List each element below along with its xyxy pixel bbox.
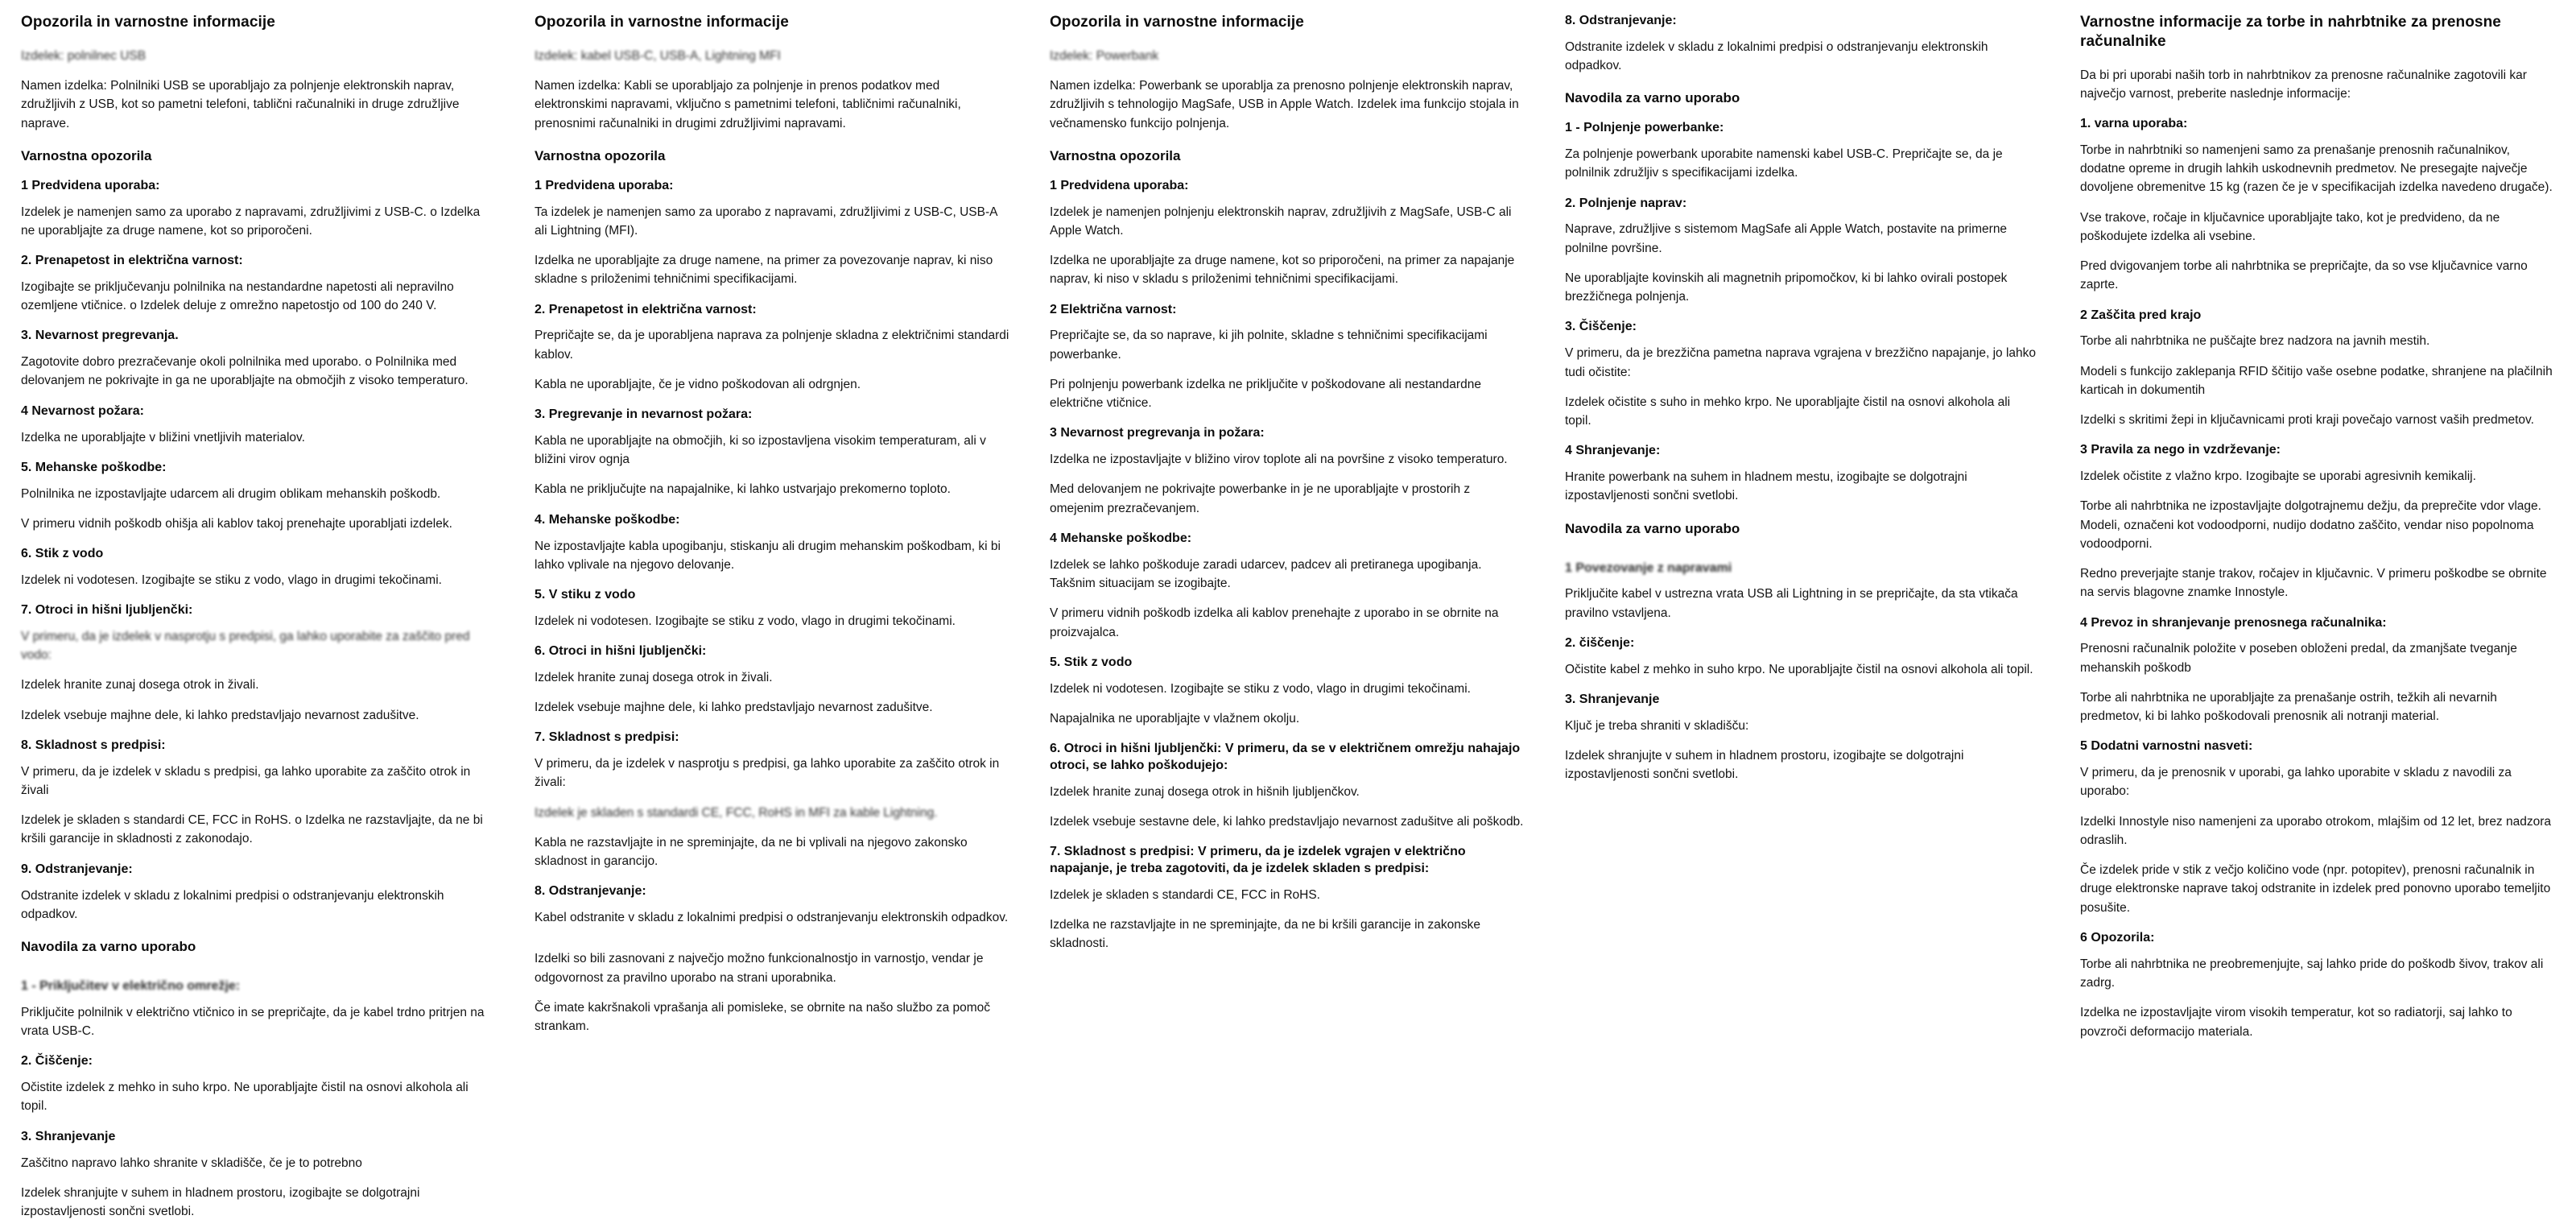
warning-text: Torbe ali nahrbtnika ne uporabljajte za prenašanje ostrih, težkih ali nevarnih predmetov, ki bi lahko poškodovali prenosnik ali notranji material. xyxy=(2080,690,2497,724)
warning-text: Izdelek vsebuje majhne dele, ki lahko predstavljajo nevarnost zadušitve. xyxy=(21,708,419,722)
warning-title: 5. Stik z vodo xyxy=(1050,655,1133,669)
warning-text: Torbe ali nahrbtnika ne izpostavljajte dolgotrajnemu dežju, da preprečite vdor vlage. Modeli, označeni kot vodoodporni, nudijo dodatno zaščito, vendar niso popolnoma vodoodporni. xyxy=(2080,499,2541,551)
usage-title: 1 - Polnjenje powerbanke: xyxy=(1565,121,1724,135)
warning-text: Polnilnika ne izpostavljajte udarcem ali drugim oblikam mehanskih poškodb. xyxy=(21,486,441,501)
warning-text: Izdelek vsebuje sestavne dele, ki lahko predstavljajo nevarnost zadušitve ali poškodb. xyxy=(1050,814,1524,829)
warning-title: 5. Mehanske poškodbe: xyxy=(21,460,167,474)
warning-text: Izdelek je skladen s standardi CE, FCC in RoHS. o Izdelka ne razstavljajte, da ne bi kršili garancije in skladnosti z zakonodajo. xyxy=(21,813,483,846)
usage-text: Hranite powerbank na suhem in hladnem mestu, izogibajte se dolgotrajni izpostavljenosti sončni svetlobi. xyxy=(1565,470,1967,503)
usage-text: Zaščitno napravo lahko shranite v skladišče, če je to potrebno xyxy=(21,1156,362,1170)
warning-text: Izogibajte se priključevanju polnilnika na nestandardne napetosti ali nepravilno ozemljene vtičnice. o Izdelek deluje z omrežno napetostjo od 100 do 240 V. xyxy=(21,279,454,313)
warning-title: 6 Opozorila: xyxy=(2080,930,2155,945)
usage-title: 2. čiščenje: xyxy=(1565,635,1635,650)
warning-title: 4 Prevoz in shranjevanje prenosnega računalnika: xyxy=(2080,615,2387,630)
warning-text: Izdelek je skladen s standardi CE, FCC, RoHS in MFI za kable Lightning. xyxy=(535,805,938,820)
warning-text: Izdelek se lahko poškoduje zaradi udarcev, padcev ali pretiranega upogibanja. Takšnim situacijam se izogibajte. xyxy=(1050,557,1482,591)
warning-text: Napajalnika ne uporabljajte v vlažnem okolju. xyxy=(1050,711,1300,726)
warning-title: 3 Nevarnost pregrevanja in požara: xyxy=(1050,426,1265,440)
usage-title: 1 - Priključitev v električno omrežje: xyxy=(21,979,241,994)
warning-text: Vse trakove, ročaje in ključavnice uporabljajte tako, kot je predvideno, da ne poškodujete izdelka ali vsebine. xyxy=(2080,210,2500,243)
usage-title: 3. Shranjevanje xyxy=(1565,692,1660,707)
warning-text: Ta izdelek je namenjen samo za uporabo z napravami, združljivimi z USB-C, USB-A ali Lightning (MFI). xyxy=(535,205,997,238)
footer-note: Če imate kakršnakoli vprašanja ali pomisleke, se obrnite na našo službo za pomoč strankam. xyxy=(535,1000,991,1034)
warning-text: Če izdelek pride v stik z večjo količino vode (npr. potopitev), prenosni računalnik in druge elektronske naprave takoj odstranite in izdelek pred ponovno uporabo temeljito posušite. xyxy=(2080,863,2551,915)
footer-note: Izdelki so bili zasnovani z največjo možno funkcionalnostjo in varnostjo, vendar je odgovornost za pravilno uporabo na strani uporabnika. xyxy=(535,952,984,985)
warning-text: V primeru vidnih poškodb ohišja ali kablov takoj prenehajte uporabljati izdelek. xyxy=(21,516,452,531)
warning-text: Izdelki Innostyle niso namenjeni za uporabo otrokom, mlajšim od 12 let, brez nadzora odraslih. xyxy=(2080,814,2552,847)
warning-text: V primeru, da je izdelek v nasprotju s predpisi, ga lahko uporabite za zaščito otrok in živali: xyxy=(535,757,1000,790)
warning-text: Izdelek ni vodotesen. Izogibajte se stiku z vodo, vlago in drugimi tekočinami. xyxy=(21,573,442,587)
warning-title: 7. Skladnost s predpisi: V primeru, da je izdelek vgrajen v električno napajanje, je treba zagotoviti, da je izdelek skladen s predpisi: xyxy=(1050,845,1466,875)
warning-title: 7. Skladnost s predpisi: xyxy=(535,730,679,745)
usage-text: Očistite kabel z mehko in suho krpo. Ne uporabljajte čistil na osnovi alkohola ali topil. xyxy=(1565,662,2033,676)
warning-text: Izdelek očistite z vlažno krpo. Izogibajte se uporabi agresivnih kemikalij. xyxy=(2080,469,2476,484)
usage-text: Izdelek shranjujte v suhem in hladnem prostoru, izogibajte se dolgotrajni izpostavljenosti sončni svetlobi. xyxy=(21,1185,420,1218)
warning-title: 6. Otroci in hišni ljubljenčki: xyxy=(535,644,707,659)
warning-text: Zagotovite dobro prezračevanje okoli polnilnika med uporabo. o Polnilnika med delovanjem ne pokrivajte in ga ne uporabljajte na območjih z visoko temperaturo. xyxy=(21,355,469,388)
warning-text: Izdelek je namenjen polnjenju elektronskih naprav, združljivih z MagSafe, USB-C ali Apple Watch. xyxy=(1050,205,1512,238)
warning-text: Redno preverjajte stanje trakov, ročajev in ključavnic. V primeru poškodbe se obrnite na servis blagovne znamke Innostyle. xyxy=(2080,567,2547,600)
usage-text: Očistite izdelek z mehko in suho krpo. Ne uporabljajte čistil na osnovi alkohola ali topil. xyxy=(21,1081,469,1114)
warning-title: 8. Skladnost s predpisi: xyxy=(21,738,166,752)
warning-title: 8. Odstranjevanje: xyxy=(535,884,646,899)
warning-title: 2. Prenapetost in električna varnost: xyxy=(535,302,757,316)
warning-text: Odstranite izdelek v skladu z lokalnimi predpisi o odstranjevanju elektronskih odpadkov. xyxy=(21,888,444,921)
usage-text: Ključ je treba shraniti v skladišču: xyxy=(1565,718,1749,733)
warning-text: Izdelka ne izpostavljajte virom visokih temperatur, kot so radiatorji, saj lahko to povzroči deformacijo materiala. xyxy=(2080,1006,2512,1039)
warning-text: Izdelek vsebuje majhne dele, ki lahko predstavljajo nevarnost zadušitve. xyxy=(535,701,933,715)
warning-title: 5. V stiku z vodo xyxy=(535,588,636,602)
warning-text: Izdelka ne uporabljajte v bližini vnetljivih materialov. xyxy=(21,430,305,444)
warnings-heading: Varnostna opozorila xyxy=(535,147,666,163)
warning-title: 1 Predvidena uporaba: xyxy=(535,178,674,192)
page-title: Opozorila in varnostne informacije xyxy=(535,14,789,31)
warning-text: Pred dvigovanjem torbe ali nahrbtnika se prepričajte, da so vse ključavnice varno zaprte. xyxy=(2080,259,2528,292)
warning-text: Izdelka ne uporabljajte za druge namene, kot so priporočeni, na primer za napajanje naprav, ki niso v skladu s priloženimi tehničnimi specifikacijami. xyxy=(1050,254,1515,287)
warning-text: Torbe ali nahrbtnika ne puščajte brez nadzora na javnih mestih. xyxy=(2080,334,2430,349)
product-label: Izdelek: kabel USB-C, USB-A, Lightning MFI xyxy=(535,48,781,63)
warning-text: Izdelka ne uporabljajte za druge namene, na primer za povezovanje naprav, ki niso skladne s priloženimi tehničnimi specifikacijami. xyxy=(535,254,993,287)
usage-text: Izdelek shranjujte v suhem in hladnem prostoru, izogibajte se dolgotrajni izpostavljenosti sončni svetlobi. xyxy=(1565,749,1964,782)
warning-title: 6. Stik z vodo xyxy=(21,547,104,561)
warning-title: 9. Odstranjevanje: xyxy=(21,862,133,876)
warning-text: Med delovanjem ne pokrivajte powerbanke in je ne uporabljajte v prostorih z omejenim prezračevanjem. xyxy=(1050,482,1471,515)
warning-text: Izdelka ne razstavljajte in ne spreminjajte, da ne bi kršili garancije in zakonske skladnosti. xyxy=(1050,918,1481,951)
warning-title: 3. Pregrevanje in nevarnost požara: xyxy=(535,407,753,422)
usage-title: 3. Shranjevanje xyxy=(21,1129,116,1143)
warnings-heading: Varnostna opozorila xyxy=(21,147,152,163)
warning-text: Ne izpostavljajte kabla upogibanju, stiskanju ali drugim mehanskim poškodbam, ki bi lahko vplivale na njegovo delovanje. xyxy=(535,539,1001,572)
warning-text: V primeru, da je prenosnik v uporabi, ga lahko uporabite v skladu z navodili za uporabo: xyxy=(2080,766,2512,799)
warning-text: Izdelek je skladen s standardi CE, FCC in RoHS. xyxy=(1050,887,1320,902)
warning-text: Kabel odstranite v skladu z lokalnimi predpisi o odstranjevanju elektronskih odpadkov. xyxy=(535,911,1009,925)
usage-text: Za polnjenje powerbank uporabite namenski kabel USB-C. Prepričajte se, da je polnilnik združljiv s specifikacijami izdelka. xyxy=(1565,147,2003,180)
warning-title: 4 Nevarnost požara: xyxy=(21,403,144,418)
usage-text: Naprave, združljive s sistemom MagSafe ali Apple Watch, postavite na primerne polnilne površine. xyxy=(1565,222,2008,255)
intro-text: Da bi pri uporabi naših torb in nahrbtnikov za prenosne računalnike zagotovili kar največjo varnost, preberite naslednje informacije: xyxy=(2080,68,2527,101)
usage-text: Priključite kabel v ustrezna vrata USB ali Lightning in se prepričajte, da sta vtikača pravilno vstavljena. xyxy=(1565,587,2018,620)
usage-title: 2. Čiščenje: xyxy=(21,1054,93,1069)
warning-title: 6. Otroci in hišni ljubljenčki: V primeru, da se v električnem omrežju nahajajo otroci, se lahko poškodujejo: xyxy=(1050,742,1521,772)
warning-title: 2 Zaščita pred krajo xyxy=(2080,308,2202,322)
page-title: Opozorila in varnostne informacije xyxy=(1050,14,1304,31)
warning-text: Izdelek je namenjen samo za uporabo z napravami, združljivimi z USB-C. o Izdelka ne uporabljajte za druge namene, kot so priporočeni. xyxy=(21,205,481,238)
usage-heading-secondary: Navodila za varno uporabo xyxy=(1565,520,1740,536)
usage-heading: Navodila za varno uporabo xyxy=(1565,90,1740,106)
warnings-heading: Varnostna opozorila xyxy=(1050,147,1181,163)
column-charger xyxy=(0,13,515,1232)
warning-text: Kabla ne uporabljajte, če je vidno poškodovan ali odrgnjen. xyxy=(535,377,861,391)
warning-title: 4 Mehanske poškodbe: xyxy=(1050,531,1192,545)
product-label: Izdelek: Powerbank xyxy=(1050,48,1159,63)
warning-text: Torbe in nahrbtniki so namenjeni samo za prenašanje prenosnih računalnikov, dodatne opreme in drugih lahkih uskodnevnih predmetov. Ne presegajte največje dovoljene obremenitve 15 kg (razen če je v specifikacijah izdelka navedeno drugače). xyxy=(2080,143,2553,195)
product-purpose: Namen izdelka: Powerbank se uporablja za prenosno polnjenje elektronskih naprav, združljivih s tehnologijo MagSafe, USB in Apple Watch. Izdelek ima funkcijo stojala in večnamensko funkcijo polnjenja. xyxy=(1050,79,1519,130)
warning-text: Izdelki s skritimi žepi in ključavnicami proti kraji povečajo varnost vaših predmetov. xyxy=(2080,413,2534,428)
page-title: Opozorila in varnostne informacije xyxy=(21,14,275,31)
usage-text: Izdelek očistite s suho in mehko krpo. Ne uporabljajte čistil na osnovi alkohola ali topil. xyxy=(1565,395,2011,428)
usage-heading: Navodila za varno uporabo xyxy=(21,939,196,955)
warning-title: 1. varna uporaba: xyxy=(2080,117,2188,130)
usage-title: 4 Shranjevanje: xyxy=(1565,444,1661,458)
warning-text: Kabla ne uporabljajte na območjih, ki so izpostavljena visokim temperaturam, ali v bližini virov ognja xyxy=(535,433,986,467)
product-label: Izdelek: polnilnec USB xyxy=(21,48,147,63)
warning-text: V primeru, da je izdelek v nasprotju s predpisi, ga lahko uporabite za zaščito pred vodo: xyxy=(21,629,470,663)
usage-title: 2. Polnjenje naprav: xyxy=(1565,196,1687,210)
warning-text: Torbe ali nahrbtnika ne preobremenjujte, saj lahko pride do poškodb šivov, trakov ali zadrg. xyxy=(2080,957,2544,990)
warning-text: Pri polnjenju powerbank izdelka ne priključite v poškodovane ali nestandardne električne vtičnice. xyxy=(1050,377,1481,411)
usage-text: Priključite polnilnik v električno vtičnico in se prepričajte, da je kabel trdno pritrjen na vrata USB-C. xyxy=(21,1005,485,1039)
warning-title: 3. Nevarnost pregrevanja. xyxy=(21,329,179,343)
usage-title: 3. Čiščenje: xyxy=(1565,320,1637,334)
warning-title: 2. Prenapetost in električna varnost: xyxy=(21,254,243,268)
warning-text: Prepričajte se, da je uporabljena naprava za polnjenje skladna z električnimi standardi kablov. xyxy=(535,329,1009,362)
warning-title: 7. Otroci in hišni ljubljenčki: xyxy=(21,603,193,618)
column-bags xyxy=(2061,13,2576,1052)
warning-text: V primeru vidnih poškodb izdelka ali kablov prenehajte z uporabo in se obrnite na proizvajalca. xyxy=(1050,606,1499,639)
column-powerbank-continued xyxy=(1546,13,2061,796)
column-cable xyxy=(515,13,1030,1047)
column-powerbank xyxy=(1030,13,1546,965)
warning-title: 1 Predvidena uporaba: xyxy=(1050,178,1189,192)
warning-text: Izdelek ni vodotesen. Izogibajte se stiku z vodo, vlago in drugimi tekočinami. xyxy=(1050,681,1471,696)
warning-text: Prenosni računalnik položite v poseben obloženi predal, da zmanjšate tveganje mehanskih poškodb xyxy=(2080,642,2517,675)
warning-title: 3 Pravila za nego in vzdrževanje: xyxy=(2080,443,2281,457)
usage-text: Ne uporabljajte kovinskih ali magnetnih pripomočkov, ki bi lahko ovirali postopek brezžičnega polnjenja. xyxy=(1565,271,2008,304)
warning-text: Izdelka ne izpostavljajte v bližino virov toplote ali na površine z visoko temperaturo. xyxy=(1050,453,1508,467)
warning-text: Izdelek hranite zunaj dosega otrok in hišnih ljubljenčkov. xyxy=(1050,784,1360,799)
usage-text: V primeru, da je brezžična pametna naprava vgrajena v brezžično napajanje, jo lahko tudi očistite: xyxy=(1565,346,2037,379)
warning-title: 4. Mehanske poškodbe: xyxy=(535,512,680,527)
warning-text: Kabla ne razstavljajte in ne spreminjajte, da ne bi vplivali na njegovo zakonsko skladnost in garancijo. xyxy=(535,835,968,869)
warning-text: Odstranite izdelek v skladu z lokalnimi predpisi o odstranjevanju elektronskih odpadkov. xyxy=(1565,39,1988,73)
warning-text: Izdelek hranite zunaj dosega otrok in živali. xyxy=(21,678,259,692)
warning-text: V primeru, da je izdelek v skladu s predpisi, ga lahko uporabite za zaščito otrok in živali xyxy=(21,764,471,797)
usage-title: 1 Povezovanje z napravami xyxy=(1565,560,1732,575)
page-title: Varnostne informacije za torbe in nahrbtnike za prenosne računalnike xyxy=(2080,14,2501,50)
warning-text: Izdelek ni vodotesen. Izogibajte se stiku z vodo, vlago in drugimi tekočinami. xyxy=(535,614,956,628)
warning-title: 2 Električna varnost: xyxy=(1050,302,1177,316)
warning-text: Modeli s funkcijo zaklepanja RFID ščitijo vaše osebne podatke, shranjene na plačilnih karticah in dokumentih xyxy=(2080,364,2553,397)
warning-text: Izdelek hranite zunaj dosega otrok in živali. xyxy=(535,670,773,684)
warning-title: 1 Predvidena uporaba: xyxy=(21,178,160,192)
warning-title: 8. Odstranjevanje: xyxy=(1565,14,1677,27)
product-purpose: Namen izdelka: Polnilniki USB se uporabljajo za polnjenje elektronskih naprav, združljivih z USB, kot so pametni telefoni, tablični računalniki in druge združljive naprave. xyxy=(21,79,460,130)
warning-text: Kabla ne priključujte na napajalnike, ki lahko ustvarjajo prekomerno toploto. xyxy=(535,482,951,497)
warning-title: 5 Dodatni varnostni nasveti: xyxy=(2080,739,2253,754)
warning-text: Prepričajte se, da so naprave, ki jih polnite, skladne s tehničnimi specifikacijami powerbanke. xyxy=(1050,329,1488,362)
product-purpose: Namen izdelka: Kabli se uporabljajo za polnjenje in prenos podatkov med elektronskimi napravami, vključno s pametnimi telefoni, tabličnimi računalniki, prenosnimi računalniki in drugimi združljivimi napravami. xyxy=(535,79,961,130)
